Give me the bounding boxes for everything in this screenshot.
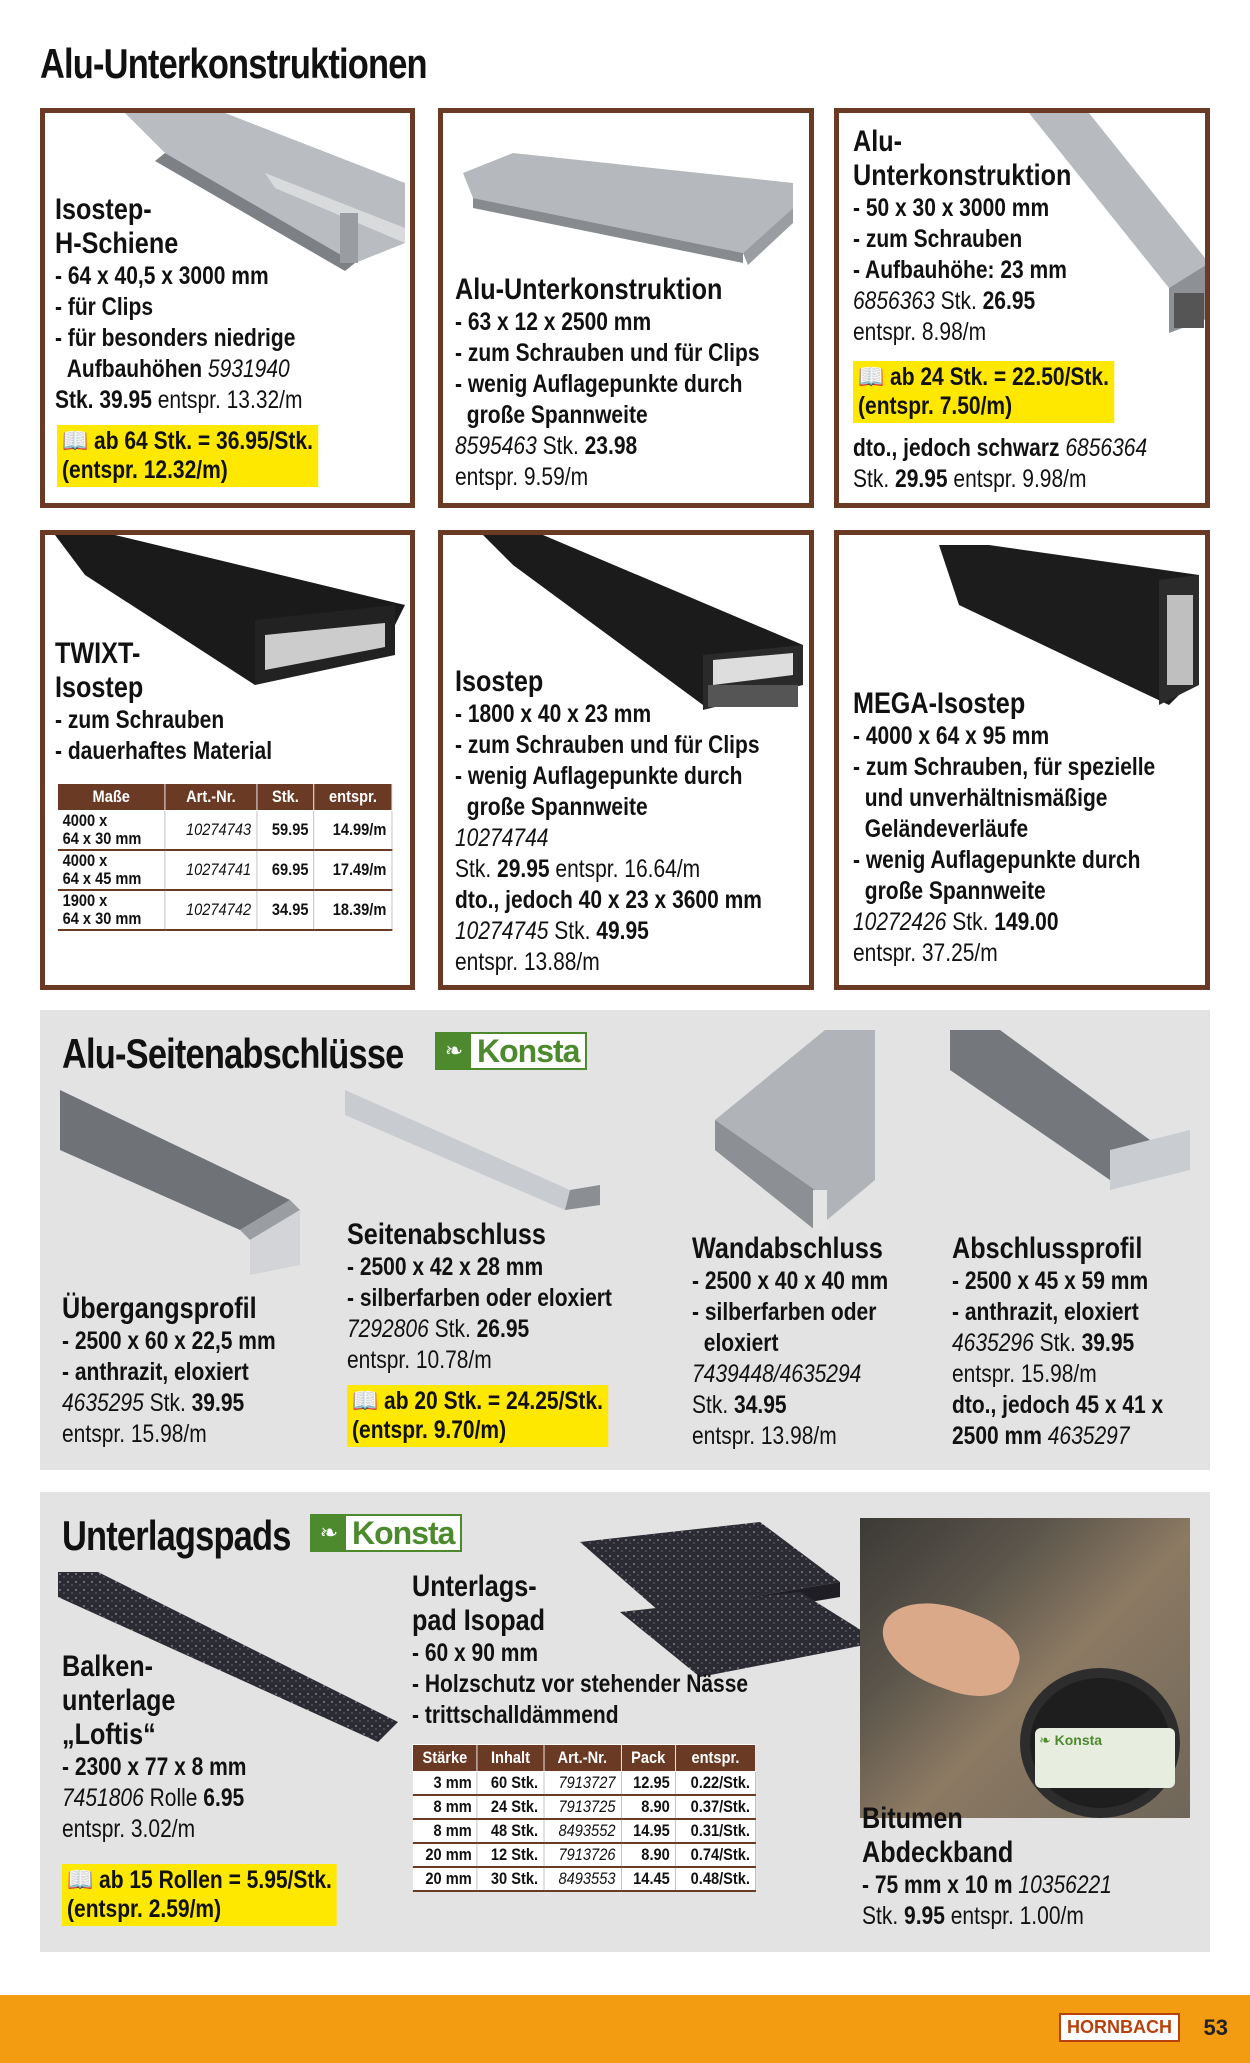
content: 24 Stk. [477,1795,543,1819]
table-row [412,1772,755,1796]
unit: Stk. [434,1315,471,1343]
price-per-meter: 18.39/m [314,890,392,930]
article-number: 8493552 [558,1821,616,1840]
article-number: 7451806 [62,1784,144,1812]
article-number: 4635295 [62,1389,144,1417]
price: 39.95 [99,386,152,414]
article-number: 8595463 [455,432,537,460]
alu-profile-image [453,133,813,273]
variant-text: dto., jedoch 45 x 41 x [952,1391,1164,1419]
article-number: 5931940 [207,355,290,383]
content: 60 Stk. [477,1772,543,1796]
price: 34.95 [257,890,314,930]
product-text-uebergangsprofil [62,1292,276,1450]
product-text-abschlussprofil [952,1232,1163,1452]
product-text-alu-unterkonstruktion-rect [853,125,1071,348]
bulk-offer-per-meter: (entspr. 12.32/m) [62,456,228,484]
price: 26.95 [476,1315,530,1343]
variant-text: dto., jedoch schwarz [853,434,1060,462]
product-card-alu-unterkonstruktion-rect [834,108,1210,508]
article-number: 10272426 [853,908,947,936]
price: 9.95 [904,1902,945,1930]
spec-line: - 2500 x 45 x 59 mm [952,1267,1149,1295]
spec-line: - zum Schrauben [55,706,225,734]
thickness: 8 mm [412,1795,477,1819]
spec-line: große Spannweite [466,793,648,821]
spec-line: - trittschalldämmend [412,1701,619,1729]
spec-line: - für besonders niedrige [55,324,296,352]
article-number: 8493553 [558,1869,616,1888]
product-title: Wandabschluss [692,1232,883,1265]
article-number: 10274742 [186,900,252,919]
hand-shape [871,1586,1030,1709]
brand-name: Konsta [477,1032,580,1069]
content: 12 Stk. [477,1843,543,1867]
article-number: 4635296 [952,1329,1034,1357]
dimension: 1900 x [62,891,108,910]
product-title-line: „Loftis“ [62,1718,156,1751]
roll-brand-label: Konsta [1054,1732,1103,1748]
bulk-offer-badge [347,1385,608,1447]
unit: Stk. [1039,1329,1076,1357]
konsta-brand-logo [310,1514,462,1552]
price-per-meter: 17.49/m [314,850,392,890]
price: 8.90 [621,1843,675,1867]
product-title-line: H-Schiene [55,227,179,260]
spec-line: - anthrazit, eloxiert [952,1298,1139,1326]
table-header: Maße [57,784,165,811]
price: 39.95 [1081,1329,1135,1357]
spec-line: - 60 x 90 mm [412,1639,539,1667]
product-title: Übergangsprofil [62,1292,257,1325]
product-title: Abschlussprofil [952,1232,1143,1265]
unit: Stk. [554,917,591,945]
spec-line: - wenig Auflagepunkte durch [853,846,1141,874]
product-title-line: Abdeckband [862,1836,1014,1869]
table-header: Inhalt [477,1745,543,1772]
content: 30 Stk. [477,1867,543,1891]
product-variant-schwarz [853,433,1147,495]
product-text-twixt-isostep [55,637,272,767]
book-icon: 📖 [62,427,89,455]
product-card-isostep-h-schiene [40,108,415,508]
price-per-piece: 0.74/Stk. [675,1843,755,1867]
brand-name: Konsta [352,1514,455,1551]
article-number: 10274745 [455,917,549,945]
spec-line: - 50 x 30 x 3000 mm [853,194,1050,222]
price-per-piece: 0.37/Stk. [675,1795,755,1819]
section-title-unterlagspads: Unterlagspads [62,1512,291,1559]
spec-line: - wenig Auflagepunkte durch [455,762,743,790]
price-per-meter: entspr. 13.98/m [692,1422,837,1450]
bulk-offer-text: ab 64 Stk. = 36.95/Stk. [94,427,313,455]
unit: Stk. [455,855,492,883]
table-header: Art.-Nr. [544,1745,621,1772]
section-title-alu-unterkonstruktionen: Alu-Unterkonstruktionen [40,40,427,87]
table-header: entspr. [675,1745,755,1772]
price-per-meter: 14.99/m [314,811,392,851]
article-number: 6856364 [1065,434,1148,462]
price: 8.90 [621,1795,675,1819]
table-row [57,850,392,890]
leaf-icon: ❧ [437,1034,471,1068]
spec-line: - für Clips [55,293,154,321]
dimension: 4000 x [62,851,108,870]
product-text-alu-unterkonstruktion [455,273,760,493]
bulk-offer-per-meter: (entspr. 2.59/m) [67,1895,222,1923]
footer-bar [0,1995,1250,2063]
content: 48 Stk. [477,1819,543,1843]
thickness: 3 mm [412,1772,477,1796]
spec-line: und unverhältnismäßige [864,784,1108,812]
product-text-isostep-h-schiene [55,193,303,416]
leaf-icon: ❧ [312,1516,346,1550]
spec-line: - zum Schrauben [853,225,1023,253]
product-title: MEGA-Isostep [853,687,1026,720]
bulk-offer-badge [853,361,1114,423]
price-per-meter: entspr. 1.00/m [950,1902,1084,1930]
table-row [57,890,392,930]
price: 34.95 [734,1391,787,1419]
product-text-balkenunterlage [62,1650,246,1845]
spec-line: Aufbauhöhen [66,355,203,383]
product-title: Isostep [455,665,544,698]
price: 14.45 [621,1867,675,1891]
spec-line: - silberfarben oder eloxiert [347,1284,612,1312]
konsta-brand-logo [435,1032,587,1070]
price-per-piece: 0.48/Stk. [675,1867,755,1891]
price-per-meter: entspr. 15.98/m [952,1360,1097,1388]
price: 14.95 [621,1819,675,1843]
price-per-meter: entspr. 8.98/m [853,318,987,346]
spec-line: - 2500 x 42 x 28 mm [347,1253,544,1281]
seitenabschluss-image [345,1090,605,1230]
spec-line: - zum Schrauben und für Clips [455,339,760,367]
table-header: Stk. [257,784,314,811]
article-number: 6856363 [853,287,935,315]
price: 49.95 [596,917,649,945]
spec-line: - 2500 x 40 x 40 mm [692,1267,889,1295]
price: 39.95 [191,1389,245,1417]
product-text-wandabschluss [692,1232,888,1452]
table-row [412,1795,755,1819]
unit: Stk. [853,465,890,493]
price: 29.95 [497,855,550,883]
spec-line: - 75 mm x 10 m [862,1871,1013,1899]
price-per-meter: entspr. 3.02/m [62,1815,196,1843]
thickness: 20 mm [412,1843,477,1867]
article-number: 7292806 [347,1315,429,1343]
spec-line: - 63 x 12 x 2500 mm [455,308,652,336]
price-per-meter: entspr. 9.98/m [953,465,1087,493]
article-number: 7913727 [558,1773,616,1792]
unit: Stk. [940,287,977,315]
book-icon: 📖 [858,363,885,391]
table-header: Art.-Nr. [165,784,257,811]
section-unterlagspads [40,1492,1210,1952]
product-card-isostep [438,530,814,990]
spec-line: - 2300 x 77 x 8 mm [62,1753,247,1781]
bulk-offer-badge [62,1864,337,1926]
dimension: 64 x 45 mm [62,869,142,888]
product-title-line: Bitumen [862,1802,963,1835]
bitumen-photo [860,1518,1190,1818]
spec-line: große Spannweite [864,877,1046,905]
product-title-line: Unterlags- [412,1570,537,1603]
article-number: 10274743 [186,820,252,839]
spec-line: - zum Schrauben, für spezielle [853,753,1156,781]
product-title-line: Unterkonstruktion [853,159,1072,192]
wandabschluss-image [685,1030,885,1240]
bulk-offer-per-meter: (entspr. 9.70/m) [352,1416,507,1444]
product-text-mega-isostep [853,687,1155,969]
tape-roll-label [1035,1728,1175,1788]
product-text-bitumen [862,1802,1112,1932]
spec-line: - dauerhaftes Material [55,737,273,765]
variant-text: dto., jedoch 40 x 23 x 3600 mm [455,886,762,914]
product-card-mega-isostep [834,530,1210,990]
unit: Stk. [692,1391,729,1419]
price: 29.95 [895,465,948,493]
price-per-meter: entspr. 9.59/m [455,463,589,491]
spec-line: Geländeverläufe [864,815,1029,843]
price-per-meter: entspr. 37.25/m [853,939,998,967]
product-card-alu-unterkonstruktion [438,108,814,508]
table-row [412,1867,755,1891]
bulk-offer-badge [57,425,318,487]
article-number: 10274741 [186,860,252,879]
dimension: 64 x 30 mm [62,829,142,848]
product-title: Seitenabschluss [347,1218,546,1251]
unit: Stk. [55,386,94,414]
thickness: 20 mm [412,1867,477,1891]
bulk-offer-text: ab 15 Rollen = 5.95/Stk. [99,1866,332,1894]
product-title-line: pad Isopad [412,1604,546,1637]
product-title-line: unterlage [62,1684,176,1717]
price: 26.95 [982,287,1036,315]
article-number: 10356221 [1018,1871,1112,1899]
product-text-isostep [455,665,762,978]
article-number: 7913725 [558,1797,616,1816]
price: 6.95 [203,1784,245,1812]
product-title-line: Alu- [853,125,902,158]
spec-line: - 64 x 40,5 x 3000 mm [55,262,269,290]
table-header-row [412,1745,755,1772]
product-title-line: Balken- [62,1650,154,1683]
bulk-offer-text: ab 20 Stk. = 24.25/Stk. [384,1387,603,1415]
price-per-meter: entspr. 16.64/m [555,855,701,883]
article-number: 7913726 [558,1845,616,1864]
uebergangsprofil-image [60,1090,320,1280]
spec-line: - 2500 x 60 x 22,5 mm [62,1327,276,1355]
product-title-line: Isostep [55,671,144,704]
price-per-piece: 0.31/Stk. [675,1819,755,1843]
abschlussprofil-image [950,1030,1200,1230]
dimension: 4000 x [62,811,108,830]
price-per-meter: entspr. 13.32/m [157,386,303,414]
table-header: entspr. [314,784,392,811]
article-number: 7439448/4635294 [692,1360,862,1388]
unit: Stk. [542,432,579,460]
spec-line: große Spannweite [466,401,648,429]
unit: Rolle [149,1784,198,1812]
unit: Stk. [862,1902,899,1930]
variant-text: 2500 mm [952,1422,1042,1450]
price-per-piece: 0.22/Stk. [675,1772,755,1796]
spec-line: - Holzschutz vor stehender Nässe [412,1670,749,1698]
isopad-price-table [412,1744,756,1892]
table-row [57,811,392,851]
table-header-row [57,784,392,811]
price: 12.95 [621,1772,675,1796]
section-title-alu-seitenabschluesse: Alu-Seitenabschlüsse [62,1030,404,1077]
price-per-meter: entspr. 13.88/m [455,948,600,976]
price: 59.95 [257,811,314,851]
twixt-price-table [57,783,392,931]
section-alu-seitenabschluesse [40,1010,1210,1470]
price: 23.98 [584,432,638,460]
spec-line: - silberfarben oder [692,1298,877,1326]
spec-line: - zum Schrauben und für Clips [455,731,760,759]
spec-line: eloxiert [703,1329,779,1357]
spec-line: - Aufbauhöhe: 23 mm [853,256,1067,284]
table-row [412,1843,755,1867]
price-per-meter: entspr. 15.98/m [62,1420,207,1448]
article-number: 10274744 [455,824,549,852]
spec-line: - wenig Auflagepunkte durch [455,370,743,398]
unit: Stk. [149,1389,186,1417]
leaf-icon: ❧ [1039,1732,1051,1748]
bulk-offer-text: ab 24 Stk. = 22.50/Stk. [890,363,1109,391]
spec-line: - 1800 x 40 x 23 mm [455,700,652,728]
book-icon: 📖 [67,1866,94,1894]
product-text-seitenabschluss [347,1218,612,1376]
price: 149.00 [994,908,1059,936]
hornbach-logo: HORNBACH [1059,2013,1180,2042]
product-title-line: Isostep- [55,193,152,226]
product-title: Alu-Unterkonstruktion [455,273,723,306]
product-card-twixt-isostep [40,530,415,990]
spec-line: - 4000 x 64 x 95 mm [853,722,1050,750]
dimension: 64 x 30 mm [62,909,142,928]
spec-line: - anthrazit, eloxiert [62,1358,249,1386]
table-row [412,1819,755,1843]
page-number: 53 [1203,2015,1228,2040]
unit: Stk. [952,908,989,936]
bulk-offer-per-meter: (entspr. 7.50/m) [858,392,1013,420]
book-icon: 📖 [352,1387,379,1415]
article-number: 4635297 [1047,1422,1130,1450]
table-header: Pack [621,1745,675,1772]
product-text-isopad [412,1570,748,1731]
price-per-meter: entspr. 10.78/m [347,1346,492,1374]
price: 69.95 [257,850,314,890]
thickness: 8 mm [412,1819,477,1843]
table-header: Stärke [412,1745,477,1772]
product-title-line: TWIXT- [55,637,141,670]
